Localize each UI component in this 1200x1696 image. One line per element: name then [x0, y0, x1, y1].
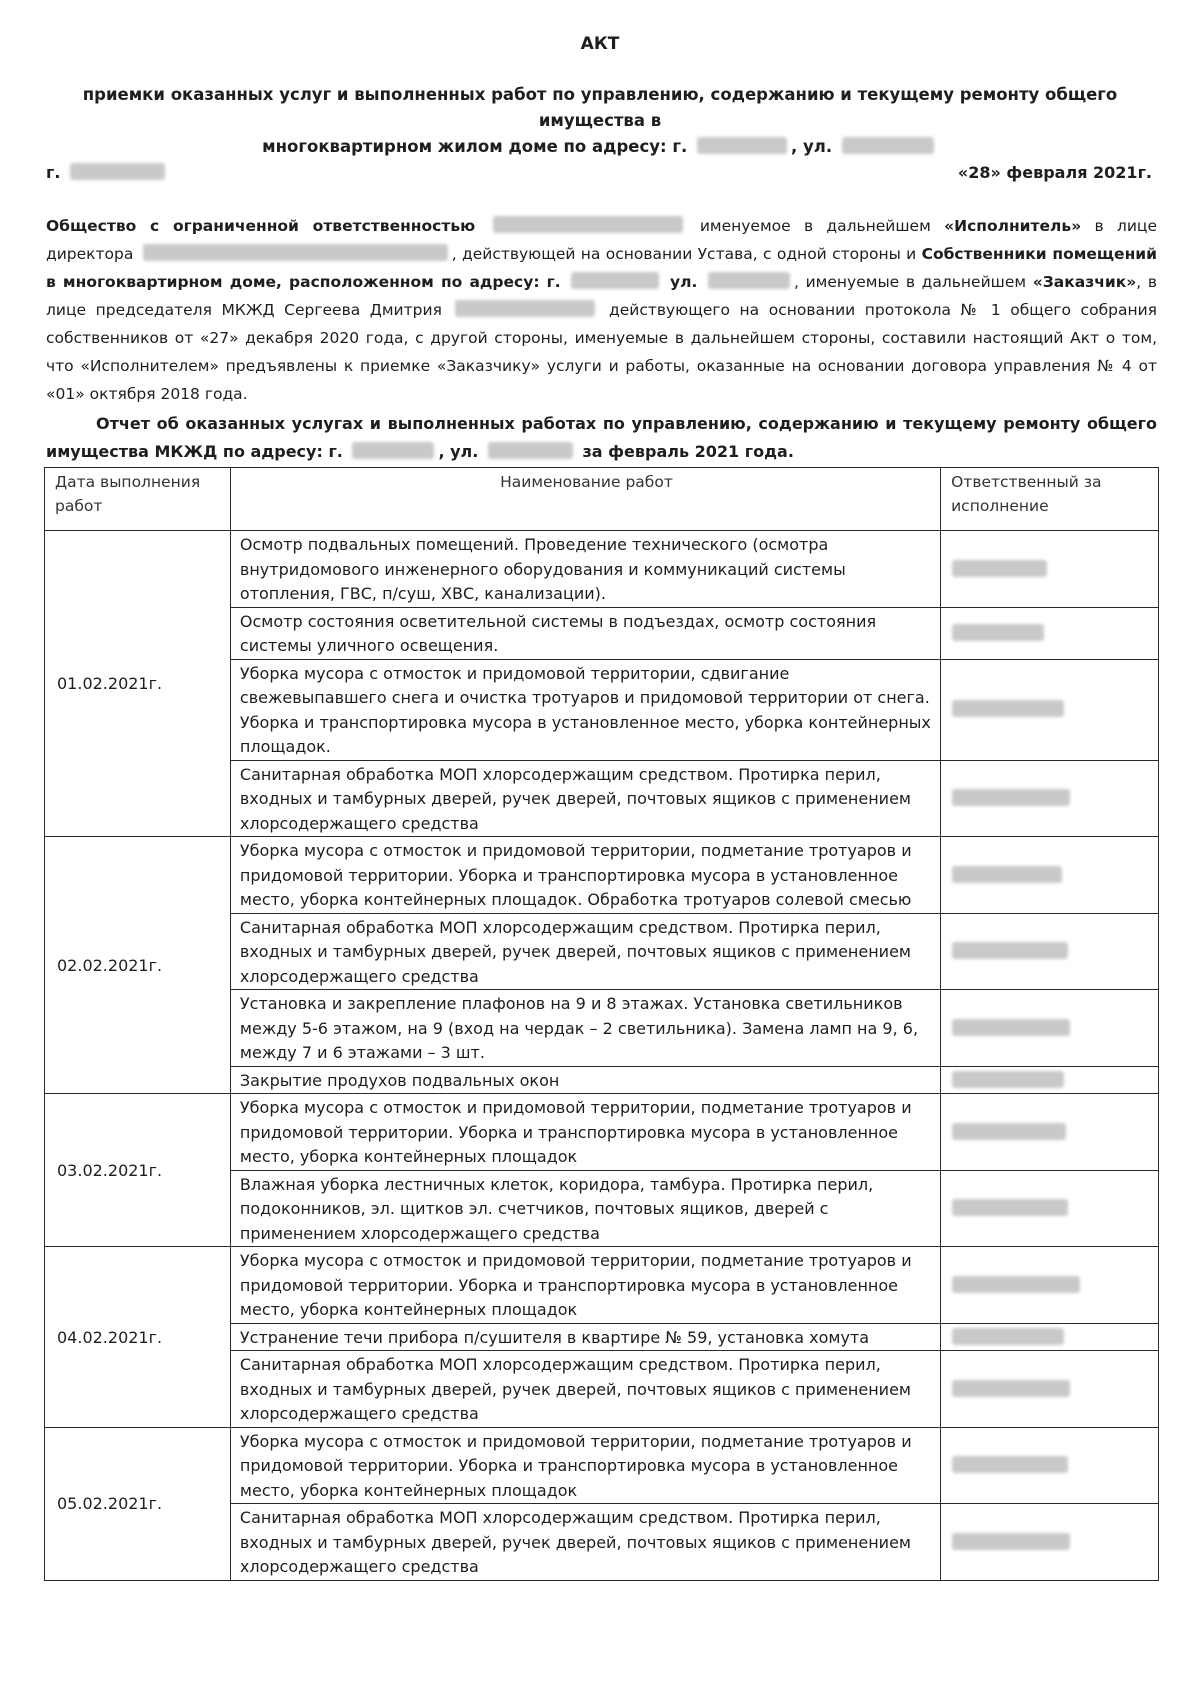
work-date: 02.02.2021г. [45, 837, 231, 1094]
work-description: Санитарная обработка МОП хлорсодержащим средством. Протирка перил, входных и тамбурных дверей, ручек дверей, почтовых ящиков с применением хлорсодержащего средства [230, 1504, 940, 1581]
work-date: 01.02.2021г. [45, 531, 231, 837]
redacted-responsible-name [952, 1328, 1064, 1345]
intro-text: , в лице председателя МКЖД Сергеева Дмитрия [46, 273, 1158, 319]
redacted-city [697, 137, 787, 154]
responsible-person [941, 531, 1159, 608]
redacted-director-name [143, 244, 448, 261]
table-row [45, 1427, 1159, 1504]
report-text: за февраль 2021 года. [582, 442, 794, 461]
intro-text: действующего на основании протокола № 1 общего собрания собственников от «27» декабря 2020 года, с другой стороны, именуемые в дальнейшем стороны, составили настоящий Акт о том, что «Исполнителем» предъявлены к приемке «Заказчику» услуги и работы, оказанные на основании договора управления № 4 от «01» октября 2018 года. [46, 301, 1157, 403]
redacted-patronymic [455, 300, 595, 317]
responsible-person [941, 1504, 1159, 1581]
redacted-street [842, 137, 934, 154]
redacted-responsible-name [952, 1071, 1064, 1088]
intro-company-type: Общество с ограниченной ответственностью [46, 217, 476, 235]
intro-paragraph [46, 212, 1157, 408]
work-description: Санитарная обработка МОП хлорсодержащим средством. Протирка перил, входных и тамбурных дверей, ручек дверей, почтовых ящиков с применением хлорсодержащего средства [230, 913, 940, 990]
work-description: Осмотр состояния осветительной системы в подъездах, осмотр состояния системы уличного освещения. [230, 607, 940, 659]
redacted-responsible-name [952, 1019, 1070, 1036]
intro-executor: «Исполнитель» [944, 217, 1082, 235]
redacted-responsible-name [952, 624, 1044, 641]
redacted-city-name [70, 163, 165, 180]
redacted-street [488, 442, 573, 459]
city-prefix: г. [46, 163, 61, 182]
redacted-responsible-name [952, 789, 1070, 806]
responsible-person [941, 1247, 1159, 1324]
work-description: Закрытие продухов подвальных окон [230, 1066, 940, 1094]
header-responsible: Ответственный за исполнение [941, 468, 1159, 531]
intro-text: , действующей на основании Устава, с одной стороны и [451, 245, 917, 263]
header-date: Дата выполнения работ [45, 468, 231, 531]
works-table [44, 467, 1159, 1581]
table-row [45, 837, 1159, 914]
work-date: 05.02.2021г. [45, 1427, 231, 1580]
redacted-company-name [493, 216, 683, 233]
intro-owners: Собственники помещений в многоквартирном доме, расположенном по адресу: г. [46, 245, 1157, 291]
header-work-name: Наименование работ [230, 468, 940, 531]
redacted-responsible-name [952, 560, 1047, 577]
responsible-person [941, 1066, 1159, 1094]
report-text: Отчет об оказанных услугах и выполненных работах по управлению, содержанию и текущему ремонту общего имущества МКЖД по адресу: г. [46, 414, 1157, 461]
subtitle-line1: приемки оказанных услуг и выполненных работ по управлению, содержанию и текущему ремонту общего имущества в [82, 85, 1118, 130]
redacted-responsible-name [952, 866, 1062, 883]
work-description: Установка и закрепление плафонов на 9 и 8 этажах. Установка светильников между 5-6 этажом, на 9 (вход на чердак – 2 светильника). Замена ламп на 9, 6, между 7 и 6 этажами – 3 шт. [230, 990, 940, 1067]
responsible-person [941, 1323, 1159, 1351]
responsible-person [941, 837, 1159, 914]
redacted-responsible-name [952, 942, 1068, 959]
work-description: Уборка мусора с отмосток и придомовой территории, сдвигание свежевыпавшего снега и очистка тротуаров и придомовой территории от снега. Уборка и транспортировка мусора в установленное место, уборка контейнерных площадок. [230, 659, 940, 760]
table-row [45, 1094, 1159, 1171]
report-heading [46, 410, 1157, 466]
responsible-person [941, 990, 1159, 1067]
responsible-person [941, 913, 1159, 990]
redacted-responsible-name [952, 1276, 1080, 1293]
responsible-person [941, 1094, 1159, 1171]
work-description: Уборка мусора с отмосток и придомовой территории, подметание тротуаров и придомовой территории. Уборка и транспортировка мусора в установленное место, уборка контейнерных площадок. Обработка тротуаров солевой смесью [230, 837, 940, 914]
responsible-person [941, 659, 1159, 760]
work-description: Уборка мусора с отмосток и придомовой территории, подметание тротуаров и придомовой территории. Уборка и транспортировка мусора в установленное место, уборка контейнерных площадок [230, 1427, 940, 1504]
intro-text: , именуемые в дальнейшем [794, 273, 1027, 291]
redacted-responsible-name [952, 1123, 1066, 1140]
document-title: АКТ [580, 34, 620, 54]
work-description: Санитарная обработка МОП хлорсодержащим средством. Протирка перил, входных и тамбурных дверей, ручек дверей, почтовых ящиков с применением хлорсодержащего средства [230, 760, 940, 837]
work-description: Осмотр подвальных помещений. Проведение технического (осмотра внутридомового инженерного оборудования и коммуникаций системы отопления, ГВС, п/суш, ХВС, канализации). [230, 531, 940, 608]
intro-street-prefix: ул. [669, 273, 698, 291]
redacted-city [571, 272, 659, 289]
subtitle-line2-mid: , ул. [790, 137, 833, 156]
intro-text: именуемое в дальнейшем [699, 217, 931, 235]
document-date: «28» февраля 2021г. [957, 163, 1152, 182]
report-text: , ул. [438, 442, 479, 461]
work-description: Влажная уборка лестничных клеток, коридора, тамбура. Протирка перил, подоконников, эл. щитков эл. счетчиков, почтовых ящиков, дверей с применением хлорсодержащего средства [230, 1170, 940, 1247]
work-description: Уборка мусора с отмосток и придомовой территории, подметание тротуаров и придомовой территории. Уборка и транспортировка мусора в установленное место, уборка контейнерных площадок [230, 1094, 940, 1171]
work-date: 04.02.2021г. [45, 1247, 231, 1428]
table-row [45, 531, 1159, 608]
work-description: Уборка мусора с отмосток и придомовой территории, подметание тротуаров и придомовой территории. Уборка и транспортировка мусора в установленное место, уборка контейнерных площадок [230, 1247, 940, 1324]
responsible-person [941, 1351, 1159, 1428]
intro-text: в лице директора [46, 217, 1158, 263]
work-description: Устранение течи прибора п/сушителя в квартире № 59, установка хомута [230, 1323, 940, 1351]
table-header-row [45, 468, 1159, 531]
redacted-responsible-name [952, 1456, 1068, 1473]
redacted-responsible-name [952, 1380, 1070, 1397]
responsible-person [941, 1170, 1159, 1247]
place-of-issue [46, 163, 169, 182]
redacted-responsible-name [952, 1533, 1070, 1550]
responsible-person [941, 1427, 1159, 1504]
table-body [45, 531, 1159, 1581]
document-subtitle [40, 82, 1160, 160]
redacted-street [708, 272, 790, 289]
work-date: 03.02.2021г. [45, 1094, 231, 1247]
intro-customer: «Заказчик» [1032, 273, 1137, 291]
work-description: Санитарная обработка МОП хлорсодержащим средством. Протирка перил, входных и тамбурных дверей, ручек дверей, почтовых ящиков с применением хлорсодержащего средства [230, 1351, 940, 1428]
redacted-responsible-name [952, 700, 1064, 717]
table-row [45, 1247, 1159, 1324]
subtitle-line2-prefix: многоквартирном жилом доме по адресу: г. [262, 137, 688, 156]
redacted-city [352, 442, 434, 459]
responsible-person [941, 760, 1159, 837]
redacted-responsible-name [952, 1199, 1068, 1216]
responsible-person [941, 607, 1159, 659]
